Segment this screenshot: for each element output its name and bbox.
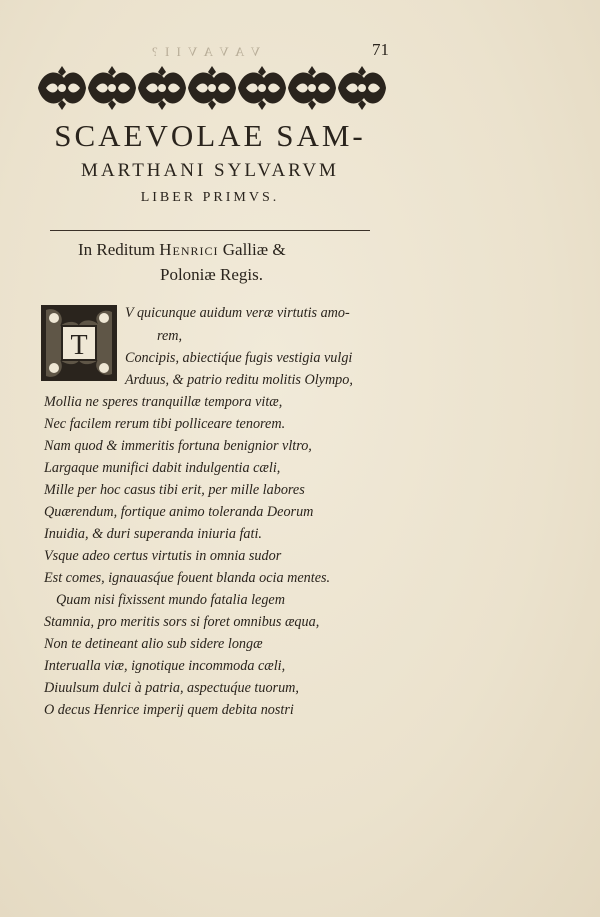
decorated-initial: [40, 304, 118, 382]
dropcap-letter: T: [70, 330, 88, 361]
page-number: 71: [372, 40, 389, 59]
heading-name: Henrici: [159, 240, 219, 259]
heading-prefix: In Reditum: [78, 240, 160, 259]
verse-line: O decus Henrice imperij quem debita nostri: [44, 702, 294, 718]
ornamental-headpiece: [36, 64, 386, 112]
verse-line: Non te detineant alio sub sidere longæ: [44, 636, 263, 652]
verse-line: Inuidia, & duri superanda iniuria fati.: [44, 526, 262, 542]
section-rule: [50, 230, 370, 231]
verse-line: Est comes, ignauasq́ue fouent blanda ocia mentes.: [44, 570, 331, 586]
heading-suffix: Galliæ &: [218, 240, 286, 259]
verse-line: V quicunque auidum veræ virtutis amo-: [125, 305, 350, 321]
verse-line: Nec facilem rerum tibi polliceare tenorem.: [44, 416, 286, 432]
verse-line: Quærendum, fortique animo toleranda Deorum: [44, 504, 314, 520]
title-line-3: LIBER PRIMVS.: [140, 190, 280, 205]
poem-heading-line-1: [78, 240, 286, 260]
title-line-2: MARTHANI SYLVARVM: [81, 160, 339, 181]
verse-line: Diuulsum dulci à patria, aspectuq́ue tuorum,: [44, 680, 299, 696]
verse-line: Vsque adeo certus virtutis in omnia sudor: [44, 548, 282, 564]
verse-line: Mollia ne speres tranquillæ tempora vitæ,: [44, 394, 283, 410]
title-line-1: SCAEVOLAE SAM-: [54, 118, 366, 153]
verse-line: Nam quod & immeritis fortuna benignior vltro,: [44, 438, 312, 454]
verse-line: Quam nisi fixissent mundo fatalia legem: [56, 592, 285, 608]
poem-heading-line-2: Poloniæ Regis.: [160, 265, 263, 284]
verse-line: Stamnia, pro meritis sors si foret omnibus æqua,: [44, 614, 320, 630]
verse-line: rem,: [157, 328, 183, 344]
verse-line: Concipis, abiectiq́ue fugis vestigia vulgi: [125, 350, 353, 366]
verse-line: Interualla viæ, ignotique incommoda cæli,: [44, 658, 286, 674]
bleed-through-text: V A V A V I I ?: [150, 44, 261, 59]
verse-line: Largaque munifici dabit indulgentia cæli,: [44, 460, 281, 476]
verse-line: Arduus, & patrio reditu molitis Olympo,: [125, 372, 353, 388]
verse-line: Mille per hoc casus tibi erit, per mille labores: [44, 482, 305, 498]
